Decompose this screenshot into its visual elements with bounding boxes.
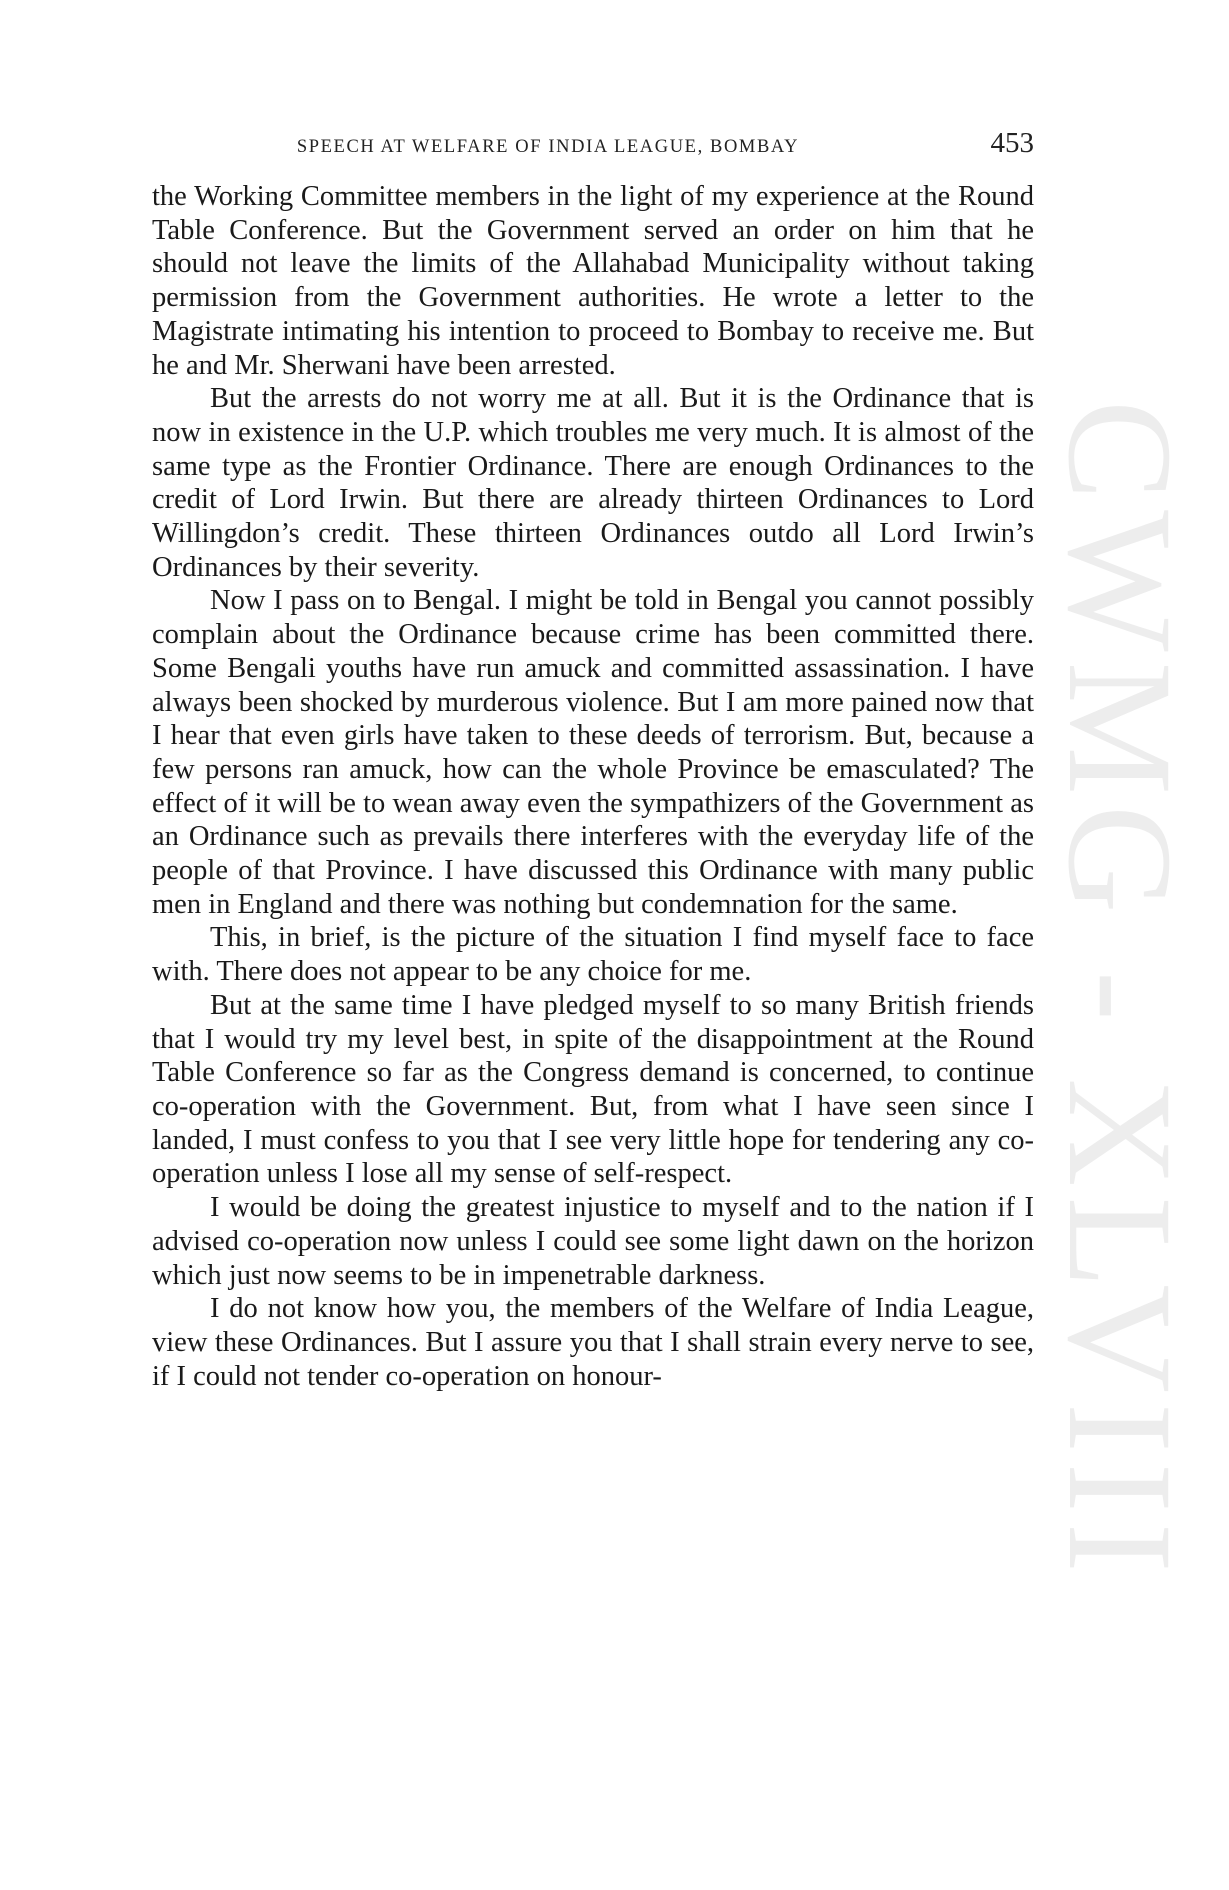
watermark: [1030, 400, 1205, 1583]
page-number: 453: [990, 127, 1034, 159]
paragraph-3: Now I pass on to Bengal. I might be told in Bengal you cannot possibly complain about the Ordinance because crime has been committed there. Some Bengali youths have run amuck and committed assassination. I have always been shocked by murderous violence. But I am more pained now that I hear that even girls have taken to these deeds of terrorism. But, because a few persons ran amuck, how can the whole Province be emasculated? The effect of it will be to wean away even the sympathizers of the Government as an Ordinance such as prevails there interferes with the everyday life of the people of that Province. I have discussed this Ordinance with many public men in England and there was nothing but condemnation for the same.: [152, 585, 1034, 920]
page-header: [152, 127, 1034, 167]
paragraph-2: But the arrests do not worry me at all. But it is the Ordinance that is now in existence in the U.P. which troubles me very much. It is almost of the same type as the Frontier Ordinance. There are enough Ordinances to the credit of Lord Irwin. But there are already thirteen Ordinances to Lord Willingdon’s credit. These thirteen Ordinances outdo all Lord Irwin’s Ordinances by their severity.: [152, 383, 1034, 583]
paragraph-1: the Working Committee members in the light of my experience at the Round Table Conference. But the Government served an order on him that he should not leave the limits of the Allahabad Municipality without taking permission from the Government authorities. He wrote a letter to the Magistrate intimating his intention to proceed to Bombay to receive me. But he and Mr. Sherwani have been arrested.: [152, 181, 1034, 381]
watermark-text: CWMG - XLVIII: [1037, 400, 1203, 1583]
paragraph-7: I do not know how you, the members of the Welfare of India League, view these Ordinances. But I assure you that I shall strain every nerve to see, if I could not tender co-operation on honour-: [152, 1293, 1034, 1392]
paragraph-5: But at the same time I have pledged myself to so many British friends that I would try my level best, in spite of the disappointment at the Round Table Conference so far as the Congress demand is concerned, to continue co-operation with the Government. But, from what I have seen since I landed, I must confess to you that I see very little hope for tendering any co-operation unless I lose all my sense of self-respect.: [152, 989, 1034, 1190]
paragraph-4: This, in brief, is the picture of the situation I find myself face to face with. There does not appear to be any choice for me.: [152, 922, 1034, 988]
body-text: [152, 180, 1034, 1393]
running-title: SPEECH AT WELFARE OF INDIA LEAGUE, BOMBAY: [296, 137, 800, 157]
paragraph-6: I would be doing the greatest injustice to myself and to the nation if I advised co-operation now unless I could see some light dawn on the horizon which just now seems to be in impenetrable darkness.: [152, 1192, 1034, 1291]
